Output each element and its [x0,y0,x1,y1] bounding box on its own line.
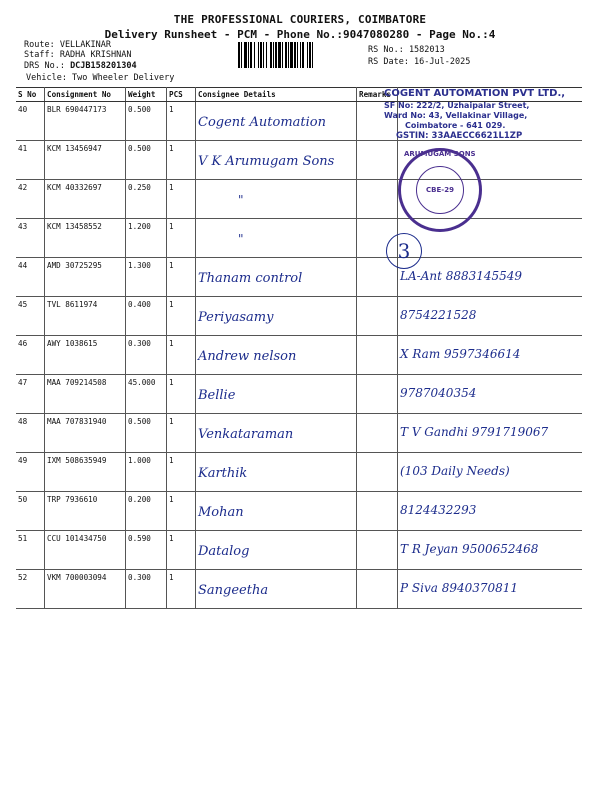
row-consignment: AMD 30725295 [47,261,102,270]
row-weight: 0.300 [128,339,151,348]
table-row [16,258,582,297]
row-signature: (103 Daily Needs) [400,464,510,478]
row-signature-cell [398,414,583,453]
row-sno: 44 [18,261,28,270]
circled-note: 3 [386,233,422,269]
row-consignment-cell [45,297,126,336]
row-consignee-cell [196,297,357,336]
row-pcs: 1 [169,105,174,114]
seal-code: CBE-29 [426,186,454,194]
table-row [16,141,582,180]
row-pcs: 1 [169,300,174,309]
table-row [16,570,582,609]
row-pcs: 1 [169,495,174,504]
row-sno-cell [16,102,45,141]
row-remarks-cell [357,531,398,570]
row-sno: 47 [18,378,28,387]
row-signature: 9787040354 [400,386,477,400]
row-consignee-cell [196,219,357,258]
row-pcs-cell [167,492,196,531]
row-consignee: V K Arumugam Sons [198,154,335,169]
row-pcs-cell [167,258,196,297]
row-consignee: " [238,232,244,246]
table-row [16,375,582,414]
row-weight: 45.000 [128,378,156,387]
row-consignment-cell [45,375,126,414]
row-pcs: 1 [169,261,174,270]
row-sno: 46 [18,339,28,348]
table-row [16,297,582,336]
row-weight-cell [126,570,167,609]
row-consignment: KCM 13456947 [47,144,102,153]
row-sno-cell [16,375,45,414]
row-consignee: Mohan [198,505,244,520]
row-weight-cell [126,336,167,375]
row-sno: 45 [18,300,28,309]
row-remarks-cell [357,492,398,531]
row-pcs-cell [167,453,196,492]
row-weight-cell [126,258,167,297]
row-consignment: MAA 709214508 [47,378,107,387]
row-weight-cell [126,141,167,180]
row-signature-cell [398,375,583,414]
table-row [16,492,582,531]
row-sno: 50 [18,495,28,504]
row-weight-cell [126,180,167,219]
rs-number: RS No.: 1582013 [368,45,445,55]
table-row [16,180,582,219]
row-consignment-cell [45,219,126,258]
route-label: Route: VELLAKINAR [24,40,111,50]
row-pcs-cell [167,375,196,414]
row-sno-cell [16,219,45,258]
row-consignment: TVL 8611974 [47,300,98,309]
row-signature-cell [398,297,583,336]
row-weight-cell [126,297,167,336]
row-consignment: AWY 1038615 [47,339,98,348]
row-consignment: BLR 690447173 [47,105,107,114]
row-weight-cell [126,453,167,492]
company-stamp-line3: Coimbatore - 641 029. [405,121,506,130]
row-weight: 0.590 [128,534,151,543]
row-pcs: 1 [169,534,174,543]
row-consignee-cell [196,102,357,141]
row-sno-cell [16,180,45,219]
row-signature: X Ram 9597346614 [400,347,521,361]
row-pcs: 1 [169,222,174,231]
row-pcs: 1 [169,183,174,192]
drs-label: DRS No.: [24,61,71,71]
barcode-bar [313,42,315,68]
row-consignee-cell [196,180,357,219]
row-weight-cell [126,414,167,453]
row-sno: 49 [18,456,28,465]
seal-text: ARUMUGAM SONS [404,150,476,158]
row-sno-cell [16,297,45,336]
row-weight: 0.300 [128,573,151,582]
row-pcs: 1 [169,456,174,465]
company-stamp-line1: SF No: 222/2, Uzhaipalar Street, [384,101,530,110]
col-header-weight: Weight [126,88,167,102]
row-remarks-cell [357,141,398,180]
row-pcs-cell [167,219,196,258]
row-signature-cell [398,570,583,609]
row-signature: 8754221528 [400,308,477,322]
row-pcs: 1 [169,417,174,426]
row-signature-cell [398,336,583,375]
row-sno-cell [16,531,45,570]
row-signature-cell [398,453,583,492]
row-consignee-cell [196,492,357,531]
row-sno-cell [16,336,45,375]
row-pcs-cell [167,297,196,336]
row-consignee: Periyasamy [198,310,274,325]
row-pcs-cell [167,414,196,453]
row-consignee: Sangeetha [198,583,269,598]
row-weight-cell [126,531,167,570]
row-consignee-cell [196,336,357,375]
row-remarks-cell [357,375,398,414]
row-consignee-cell [196,258,357,297]
row-signature: LA-Ant 8883145549 [400,269,523,283]
row-signature: T V Gandhi 9791719067 [400,425,549,439]
row-sno: 40 [18,105,28,114]
row-consignment-cell [45,492,126,531]
row-sno-cell [16,570,45,609]
row-sno-cell [16,492,45,531]
row-consignment: CCU 101434750 [47,534,107,543]
row-signature: 8124432293 [400,503,477,517]
row-pcs-cell [167,570,196,609]
row-signature-cell [398,531,583,570]
row-signature: T R Jeyan 9500652468 [400,542,539,556]
row-consignment-cell [45,141,126,180]
row-signature-cell [398,492,583,531]
row-weight-cell [126,492,167,531]
table-row [16,336,582,375]
row-sno: 51 [18,534,28,543]
row-consignment-cell [45,180,126,219]
company-stamp-line2: Ward No: 43, Vellakinar Village, [384,111,528,120]
table-row [16,453,582,492]
row-weight: 0.500 [128,144,151,153]
row-sno: 42 [18,183,28,192]
row-weight: 1.300 [128,261,151,270]
runsheet-table [16,87,582,609]
row-consignee: Datalog [198,544,250,559]
row-weight-cell [126,375,167,414]
row-consignee-cell [196,141,357,180]
table-row [16,531,582,570]
row-weight: 1.000 [128,456,151,465]
row-remarks-cell [357,180,398,219]
row-consignee-cell [196,414,357,453]
row-consignment-cell [45,336,126,375]
row-sno-cell [16,453,45,492]
row-pcs-cell [167,180,196,219]
row-consignee-cell [196,531,357,570]
row-consignee: Cogent Automation [198,115,326,130]
row-consignment: MAA 707831940 [47,417,107,426]
row-sno-cell [16,414,45,453]
row-consignee: Venkataraman [198,427,294,442]
vehicle-label: Vehicle: Two Wheeler Delivery [26,73,175,83]
row-sno-cell [16,258,45,297]
row-consignment: KCM 40332697 [47,183,102,192]
table-row [16,219,582,258]
row-weight: 0.500 [128,417,151,426]
row-weight-cell [126,219,167,258]
row-consignee: Bellie [198,388,236,403]
row-signature-cell [398,258,583,297]
row-remarks-cell [357,336,398,375]
row-sno: 43 [18,222,28,231]
row-consignee: " [238,193,244,207]
row-remarks-cell [357,297,398,336]
col-header-consignment: Consignment No [45,88,126,102]
row-consignee-cell [196,570,357,609]
row-pcs-cell [167,531,196,570]
arumugam-seal [398,148,482,232]
row-remarks-cell [357,414,398,453]
col-header-sno: S No [16,88,45,102]
rs-date: RS Date: 16-Jul-2025 [368,57,471,67]
runsheet-subtitle: Delivery Runsheet - PCM - Phone No.:9047080280 - Page No.:4 [104,28,496,41]
row-pcs-cell [167,336,196,375]
row-consignment: IXM 508635949 [47,456,107,465]
row-pcs: 1 [169,378,174,387]
row-pcs: 1 [169,144,174,153]
barcode [238,42,360,68]
seal-inner [416,166,464,214]
row-consignment-cell [45,414,126,453]
row-consignment-cell [45,570,126,609]
company-stamp-name: COGENT AUTOMATION PVT LTD., [384,88,566,99]
row-pcs-cell [167,141,196,180]
row-remarks-cell [357,570,398,609]
row-remarks-cell [357,453,398,492]
company-stamp-gstin: GSTIN: 33AAECC6621L1ZP [396,131,523,141]
row-consignee: Thanam control [198,271,303,286]
row-weight-cell [126,102,167,141]
row-consignee-cell [196,453,357,492]
row-pcs: 1 [169,573,174,582]
row-consignee: Karthik [198,466,248,481]
row-sno: 41 [18,144,28,153]
row-sno: 48 [18,417,28,426]
row-consignment-cell [45,531,126,570]
row-weight: 0.200 [128,495,151,504]
row-weight: 0.500 [128,105,151,114]
row-consignee: Andrew nelson [198,349,297,364]
row-pcs: 1 [169,339,174,348]
row-weight: 1.200 [128,222,151,231]
drs-number [24,61,137,71]
col-header-remarks: Remarks [357,88,398,102]
company-title: THE PROFESSIONAL COURIERS, COIMBATORE [173,13,427,26]
row-sno-cell [16,141,45,180]
col-header-pcs: PCS [167,88,196,102]
row-consignment: VKM 700003094 [47,573,107,582]
drs-value: DCJB158201304 [70,61,137,71]
row-pcs-cell [167,102,196,141]
row-consignee-cell [196,375,357,414]
staff-label: Staff: RADHA KRISHNAN [24,50,132,60]
row-signature: P Siva 8940370811 [400,581,519,595]
row-consignment: TRP 7936610 [47,495,98,504]
row-consignment-cell [45,453,126,492]
col-header-consignee: Consignee Details [196,88,357,102]
row-weight: 0.250 [128,183,151,192]
row-consignment-cell [45,102,126,141]
table-row [16,414,582,453]
row-consignment: KCM 13458552 [47,222,102,231]
row-weight: 0.400 [128,300,151,309]
row-consignment-cell [45,258,126,297]
row-sno: 52 [18,573,28,582]
